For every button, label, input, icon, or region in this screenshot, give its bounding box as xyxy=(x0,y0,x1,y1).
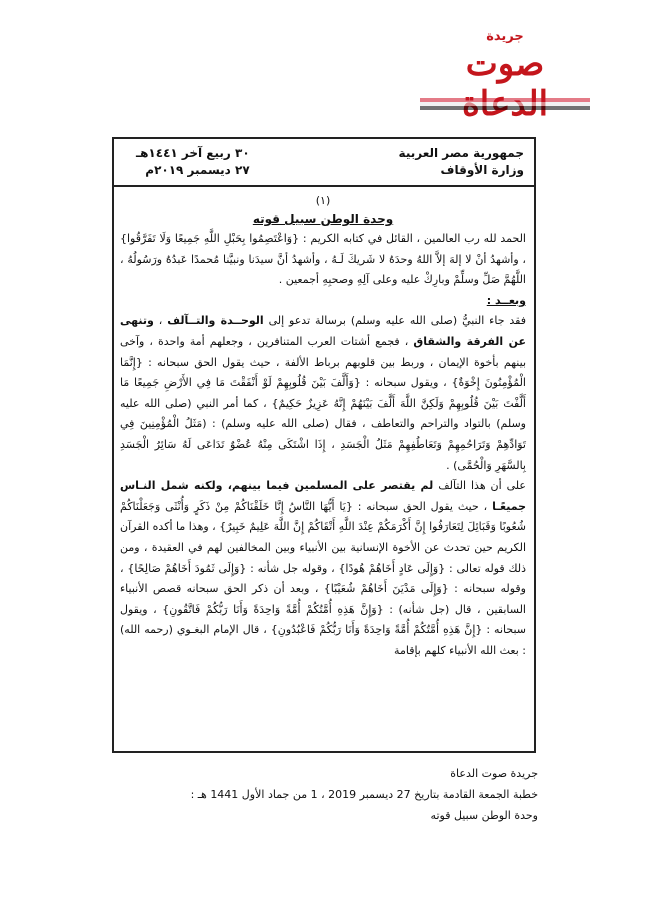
header-hijri-date: ٣٠ ربيع آخر ١٤٤١هـ xyxy=(136,146,250,160)
sermon-body xyxy=(120,191,526,661)
p3-bold-people: لم يقتصر على المسلمين فيما بينهم، ولكنه شمل النـاس جميعًـا xyxy=(120,479,527,513)
footer-sermon-title: وحدة الوطن سبيل قوته xyxy=(430,809,538,822)
header-country: جمهورية مصر العربية xyxy=(398,146,524,160)
p2-bold-unity: الوحــدة والتــآلف xyxy=(167,314,264,328)
paragraph-humanity xyxy=(120,476,526,661)
header-ministry xyxy=(399,145,524,179)
header-gregorian-date: ٢٧ ديسمبر ٢٠١٩م xyxy=(145,163,250,177)
header-date xyxy=(136,145,250,179)
p3-part-c: ، حيث يقول الحق سبحانه : {يَا أَيُّهَا النَّاسُ إِنَّا خَلَقْنَاكُمْ مِنْ ذَكَرٍ وَأُنْثَى وَجَعَلْنَاكُمْ شُعُوبًا وَقَبَائِلَ لِتَعَارَفُوا إِنَّ أَكْرَمَكُمْ عِنْدَ اللَّهِ أَتْقَاكُمْ إِنَّ اللَّهَ عَلِيمٌ خَبِيرٌ} ، وهذا ما أكده القرآن الكريم حين تحدث عن الأخوة الإنسانية بين الأنبياء وبين المخالفين لهم في العقيدة ، ومن ذلك قوله تعالى : {وَإِلَى عَادٍ أَخَاهُمْ هُودًا} ، وقوله جل شأنه : {وَإِلَى ثَمُودَ أَخَاهُمْ صَالِحًا} ، وقوله سبحانه : {وَإِلَى مَدْيَنَ أَخَاهُمْ شُعَيْبًا} ، وبعد أن ذكر الحق سبحانه قصص الأنبياء السابقين ، قال (جل شأنه) : {وَإِنَّ هَذِهِ أُمَّتُكُمْ أُمَّةً وَاحِدَةً وَأَنَا رَبُّكُمْ فَاتَّقُونِ} ، ويقول سبحانه : {إِنَّ هَذِهِ أُمَّتُكُمْ أُمَّةً وَاحِدَةً وَأَنَا رَبُّكُمْ فَاعْبُدُونِ} ، قال الإمام البغـوي (رحمه الله) : بعث الله الأنبياء كلهم بإقامة xyxy=(120,499,526,657)
paragraph-wabaad xyxy=(120,291,526,312)
p2-comma: ، xyxy=(158,314,163,328)
page-footer xyxy=(191,763,538,826)
logo-main-text: صوت xyxy=(465,44,545,84)
p2-part-e: ، فجمع أشتات العرب المتنافرين ، وجعلهم أمة واحدة ، وآخى بينهم بأخوة الإيمان ، وربط بين قلوبهم برباط الألفة ، حيث يقول الحق سبحانه : {إِنَّمَا الْمُؤْمِنُونَ إِخْوَةٌ} ، ويقول سبحانه : {وَأَلَّفَ بَيْنَ قُلُوبِهِمْ لَوْ أَنْفَقْتَ مَا فِي الأَرْضِ جَمِيعًا مَا أَلَّفْتَ بَيْنَ قُلُوبِهِمْ وَلَكِنَّ اللَّهَ أَلَّفَ بَيْنَهُمْ إِنَّهُ عَزِيزٌ حَكِيمٌ} ، كما أمر النبي (صلى الله عليه وسلم) بالتواد والتراحم والتعاطف ، فقال (صلى الله عليه وسلم) : (مَثَلُ الْمُؤْمِنِينَ فِي تَوَادِّهِمْ وَتَرَاحُمِهِمْ وَتَعَاطُفِهِمْ مَثَلُ الْجَسَدِ ، إِذَا اشْتَكَى مِنْهُ عُضْوٌ تَدَاعَى لَهُ سَائِرُ الْجَسَدِ بِالسَّهَرِ وَالْحُمَّى) . xyxy=(120,334,526,472)
footer-sermon-date: خطبة الجمعة القادمة بتاريخ 27 ديسمبر 2019 ، 1 من جماد الأول 1441 هـ : xyxy=(190,788,538,801)
document-frame xyxy=(112,137,536,753)
p2-bold-division: وتنهى عن الفرقة والشقاق xyxy=(120,314,527,348)
paragraph-opening: الحمد لله رب العالمين ، القائل في كتابه الكريم : {وَاعْتَصِمُوا بِحَبْلِ اللَّهِ جَمِيعًا وَلَا تَفَرَّقُوا} ، وأشهدُ أنْ لا إلهَ إلاَّ اللهُ وحدَهُ لا شَريكَ لَـهُ ، وأشهدُ أنَّ سيدَنا ونبيَّنا مُحمدًا عَبدُهُ ورَسُولُهُ ، اللَّهُمَّ صَلِّ وسلِّمْ وبارِكْ عليه وعلى آلِهِ وصحبِهِ أجمعين . xyxy=(120,232,526,287)
footer-newspaper: جريدة صوت الدعاة xyxy=(450,767,538,780)
newspaper-logo xyxy=(420,30,590,110)
paragraph-unity xyxy=(120,311,526,476)
sermon-title: وحدة الوطن سبيل قوته xyxy=(252,212,394,226)
egypt-flag-icon xyxy=(420,98,590,110)
p3-part-a: على أن هذا التآلف xyxy=(438,479,526,493)
page-number: (١) xyxy=(315,194,331,207)
logo-small-text: جريدة xyxy=(486,29,524,44)
header-ministry-name: وزارة الأوقاف xyxy=(440,163,524,177)
document-header xyxy=(114,139,534,187)
wabaad-label: وبعــد : xyxy=(486,293,526,307)
p2-part-a: فقد جاء النبيُّ (صلى الله عليه وسلم) برسالة تدعو إلى xyxy=(268,314,527,328)
